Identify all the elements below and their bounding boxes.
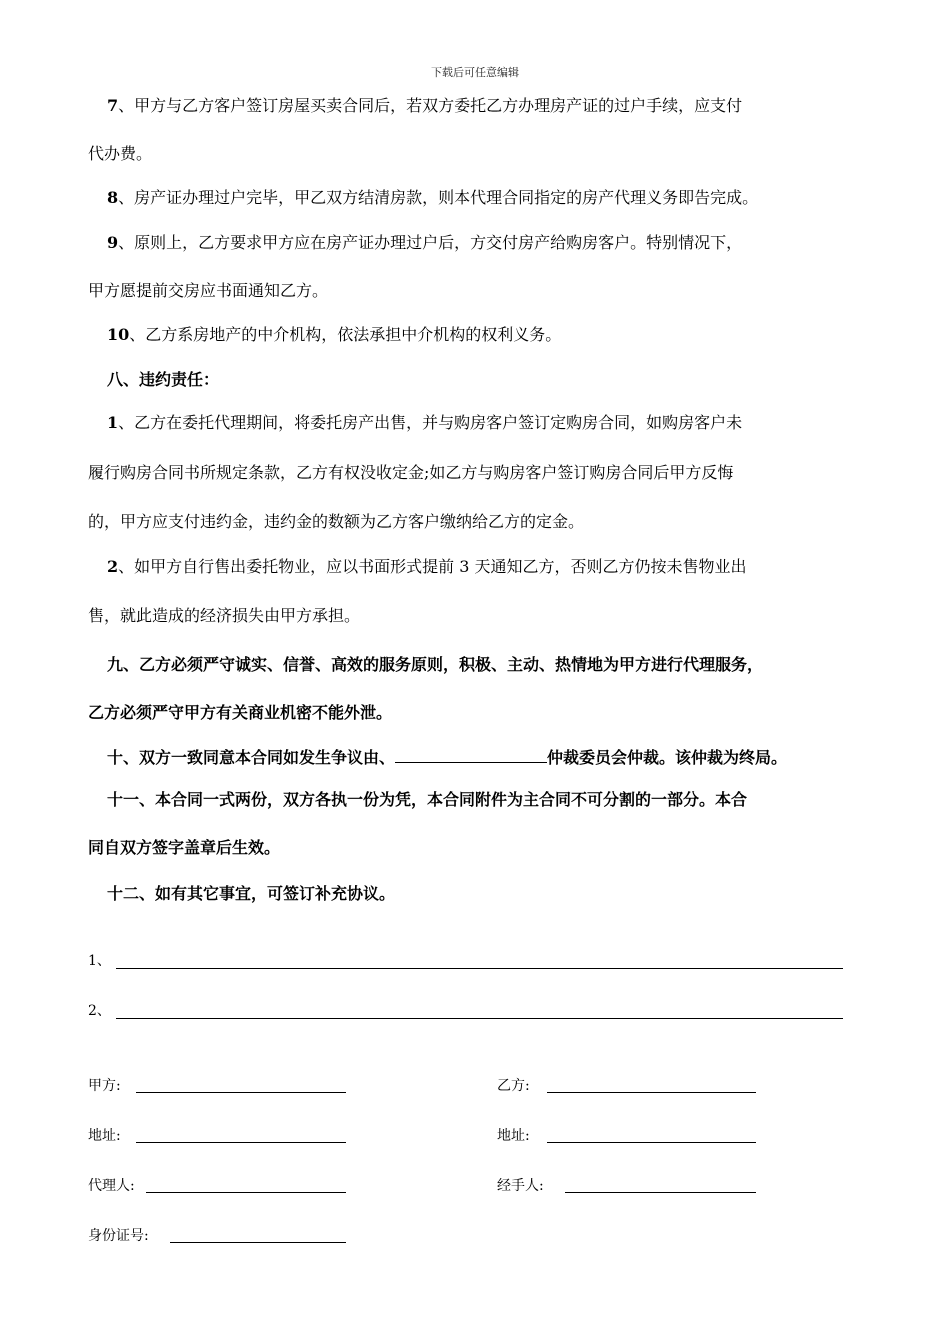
arbitration-blank[interactable] — [395, 745, 547, 763]
party-b-label: 乙方: — [497, 1078, 530, 1094]
clause-7 — [107, 96, 897, 116]
section-8-clause-1-cont2: 的，甲方应支付违约金，违约金的数额为乙方客户缴纳给乙方的定金。 — [88, 512, 585, 531]
section-8-title: 八、违约责任： — [107, 370, 220, 389]
section-10-after: 仲裁委员会仲裁。该仲裁为终局。 — [547, 748, 788, 767]
supplement-1-label: 1、 — [88, 953, 111, 969]
section-10 — [107, 745, 897, 768]
agent-line[interactable] — [146, 1192, 346, 1193]
supplement-1-line[interactable] — [116, 968, 843, 969]
section-9-line-2: 乙方必须严守甲方有关商业机密不能外泄。 — [88, 703, 393, 722]
clause-number: 9 — [107, 233, 119, 252]
clause-9 — [107, 233, 897, 253]
clause-text: 、房产证办理过户完毕，甲乙双方结清房款，则本代理合同指定的房产代理义务即告完成。 — [118, 188, 759, 207]
section-9-line-1: 九、乙方必须严守诚实、信誉、高效的服务原则，积极、主动、热情地为甲方进行代理服务， — [107, 655, 764, 674]
clause-number: 7 — [107, 96, 119, 115]
clause-number: 8 — [107, 188, 119, 207]
clause-9-cont: 甲方愿提前交房应书面通知乙方。 — [88, 281, 329, 300]
section-8-clause-2-cont: 售，就此造成的经济损失由甲方承担。 — [88, 606, 361, 625]
clause-10 — [107, 325, 897, 345]
clause-number: 10 — [107, 325, 130, 344]
clause-8 — [107, 188, 897, 208]
clause-text: 、如甲方自行售出委托物业，应以书面形式提前 3 天通知乙方，否则乙方仍按未售物业出 — [118, 557, 747, 576]
party-a-label: 甲方: — [88, 1078, 121, 1094]
party-a-line[interactable] — [136, 1092, 346, 1093]
supplement-2-label: 2、 — [88, 1003, 111, 1019]
address-a-label: 地址: — [88, 1128, 121, 1144]
section-12-title: 十二、如有其它事宜，可签订补充协议。 — [107, 884, 396, 903]
clause-text: 、原则上，乙方要求甲方应在房产证办理过户后，方交付房产给购房客户。特别情况下， — [118, 233, 743, 252]
clause-number: 1 — [107, 413, 119, 432]
party-b-line[interactable] — [547, 1092, 756, 1093]
agent-label: 代理人: — [88, 1178, 135, 1194]
address-b-line[interactable] — [547, 1142, 756, 1143]
clause-7-cont: 代办费。 — [88, 144, 153, 163]
handler-line[interactable] — [565, 1192, 756, 1193]
clause-text: 、乙方在委托代理期间，将委托房产出售，并与购房客户签订定购房合同，如购房客户未 — [118, 413, 743, 432]
section-11-line-1: 十一、本合同一式两份，双方各执一份为凭，本合同附件为主合同不可分割的一部分。本合 — [107, 790, 748, 809]
clause-text: 、甲方与乙方客户签订房屋买卖合同后，若双方委托乙方办理房产证的过户手续，应支付 — [118, 96, 743, 115]
address-b-label: 地址: — [497, 1128, 530, 1144]
section-8-clause-1-cont: 履行购房合同书所规定条款，乙方有权没收定金;如乙方与购房客户签订购房合同后甲方反悔 — [88, 463, 734, 482]
supplement-2-line[interactable] — [116, 1018, 843, 1019]
address-a-line[interactable] — [136, 1142, 346, 1143]
section-8-clause-1 — [107, 413, 897, 433]
section-11-line-2: 同自双方签字盖章后生效。 — [88, 838, 281, 857]
section-10-before: 十、双方一致同意本合同如发生争议由、 — [107, 748, 396, 767]
clause-number: 2 — [107, 557, 119, 576]
clause-text: 、乙方系房地产的中介机构，依法承担中介机构的权利义务。 — [129, 325, 562, 344]
page-header: 下载后可任意编辑 — [431, 66, 519, 79]
id-number-line[interactable] — [170, 1242, 346, 1243]
id-number-label: 身份证号: — [88, 1228, 149, 1244]
section-8-clause-2 — [107, 557, 897, 577]
handler-label: 经手人: — [497, 1178, 544, 1194]
